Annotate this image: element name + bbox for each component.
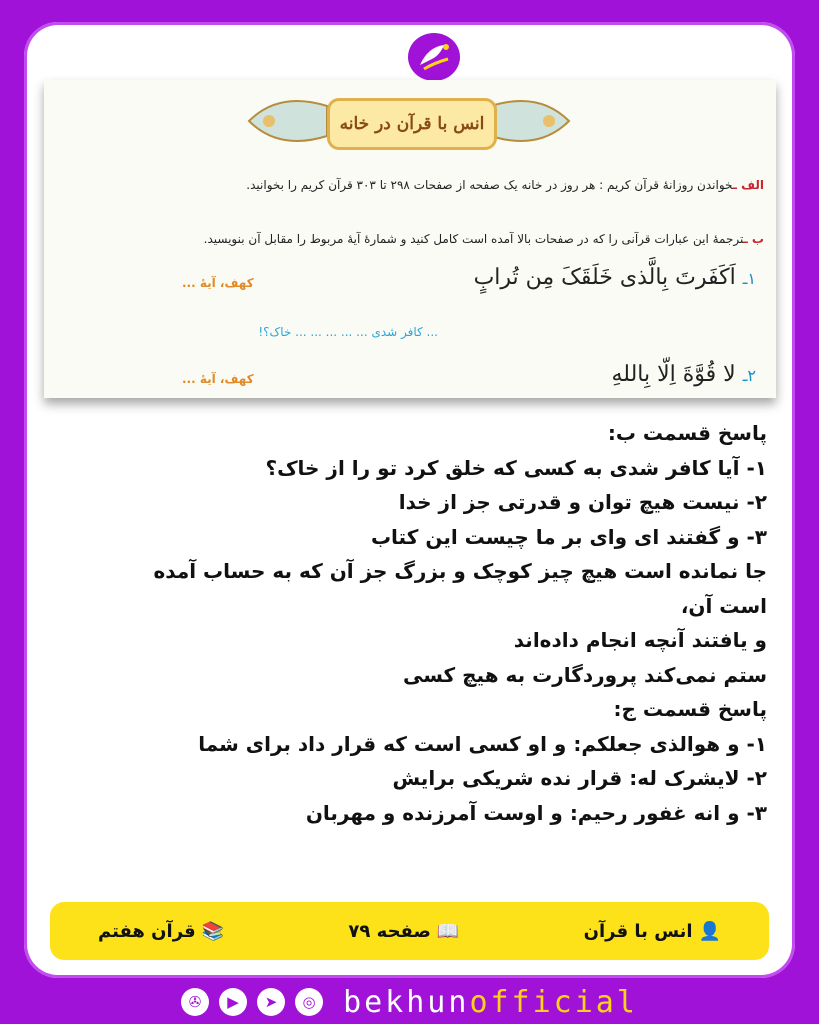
answer-line: جا نمانده است هیچ چیز کوچک و بزرگ جز آن که به حساب آمده <box>153 559 767 583</box>
answer-line: ستم نمی‌کند پروردگارت به هیچ کسی <box>402 662 767 687</box>
film-reel-icon[interactable]: ✇ <box>181 988 209 1016</box>
verse-1-hint: ... کافر شدی ... ... ... ... ... خاک؟! <box>258 325 438 339</box>
books-icon: 📚 <box>201 920 225 942</box>
answer-line: است آن، <box>680 593 767 618</box>
bekhun-logo <box>398 28 470 86</box>
footer-book <box>98 921 224 942</box>
footer-lesson-label: انس با قرآن <box>583 920 693 942</box>
footer-info-bar <box>50 902 769 960</box>
answer-heading-b: پاسخ قسمت ب: <box>607 421 767 445</box>
answer-line: ۱- آیا کافر شدی به کسی که خلق کرد تو را از خاک؟ <box>265 455 767 480</box>
title-banner <box>239 86 579 156</box>
instruction-b-text: ترجمهٔ این عبارات قرآنی را که در صفحات بالا آمده است کامل کنید و شمارهٔ آیهٔ مربوط را مقابل آن بنویسید. <box>203 232 744 246</box>
instruction-a <box>246 178 764 192</box>
textbook-excerpt <box>44 80 776 398</box>
answer-line: ۲- لایشرک له: قرار نده شریکی برایش <box>392 766 767 790</box>
verse-1 <box>474 265 756 290</box>
student-icon: 👤 <box>698 920 721 942</box>
brand-part-2: official <box>469 984 638 1020</box>
answer-line: و یافتند آنچه انجام داده‌اند <box>513 628 767 652</box>
footer-page <box>348 921 459 942</box>
verse-1-text: اَکَفَرتَ بِالَّذی خَلَقَکَ مِن تُرابٍ <box>473 265 736 290</box>
answer-line: ۳- و انه غفور رحیم: و اوست آمرزنده و مهربان <box>305 800 767 825</box>
verse-2-reference: کهف، آیهٔ ... <box>182 372 254 386</box>
answer-heading-c: پاسخ قسمت ج: <box>613 697 767 721</box>
answer-line: ۳- و گفتند ای وای بر ما چیست این کتاب <box>370 524 767 549</box>
answer-line: ۱- و هوالذی جعلکم: و او کسی است که قرار داد برای شما <box>198 731 767 756</box>
social-bar <box>0 985 819 1019</box>
verse-2 <box>612 362 756 387</box>
instruction-b <box>204 232 764 246</box>
answer-line: ۲- نیست هیچ توان و قدرتی جز از خدا <box>398 490 767 514</box>
verse-2-number: ۲ـ <box>742 366 756 385</box>
instruction-a-text: خواندن روزانهٔ قرآن کریم : هر روز در خانه یک صفحه از صفحات ۲۹۸ تا ۳۰۳ قرآن کریم را بخوانید. <box>246 178 733 192</box>
brand-part-1: bekhun <box>343 984 470 1020</box>
instagram-icon[interactable]: ◎ <box>295 988 323 1016</box>
instruction-b-label: ب ـ <box>743 232 764 246</box>
verse-2-text: لا قُوَّةَ اِلّا بِاللهِ <box>611 362 736 387</box>
footer-book-label: قرآن هفتم <box>98 920 196 942</box>
book-title: انس با قرآن در خانه <box>327 98 497 150</box>
brand-name <box>343 985 638 1020</box>
youtube-icon[interactable]: ▶ <box>219 988 247 1016</box>
telegram-icon[interactable]: ➤ <box>257 988 285 1016</box>
footer-page-label: صفحه ۷۹ <box>348 920 431 942</box>
open-book-icon: 📖 <box>436 920 460 942</box>
verse-1-number: ۱ـ <box>742 269 756 288</box>
footer-lesson <box>584 921 721 942</box>
logo-icon <box>404 29 464 85</box>
verse-1-reference: کهف، آیهٔ ... <box>182 276 254 290</box>
answers-block <box>47 416 767 830</box>
instruction-a-label: الف ـ <box>732 178 764 192</box>
